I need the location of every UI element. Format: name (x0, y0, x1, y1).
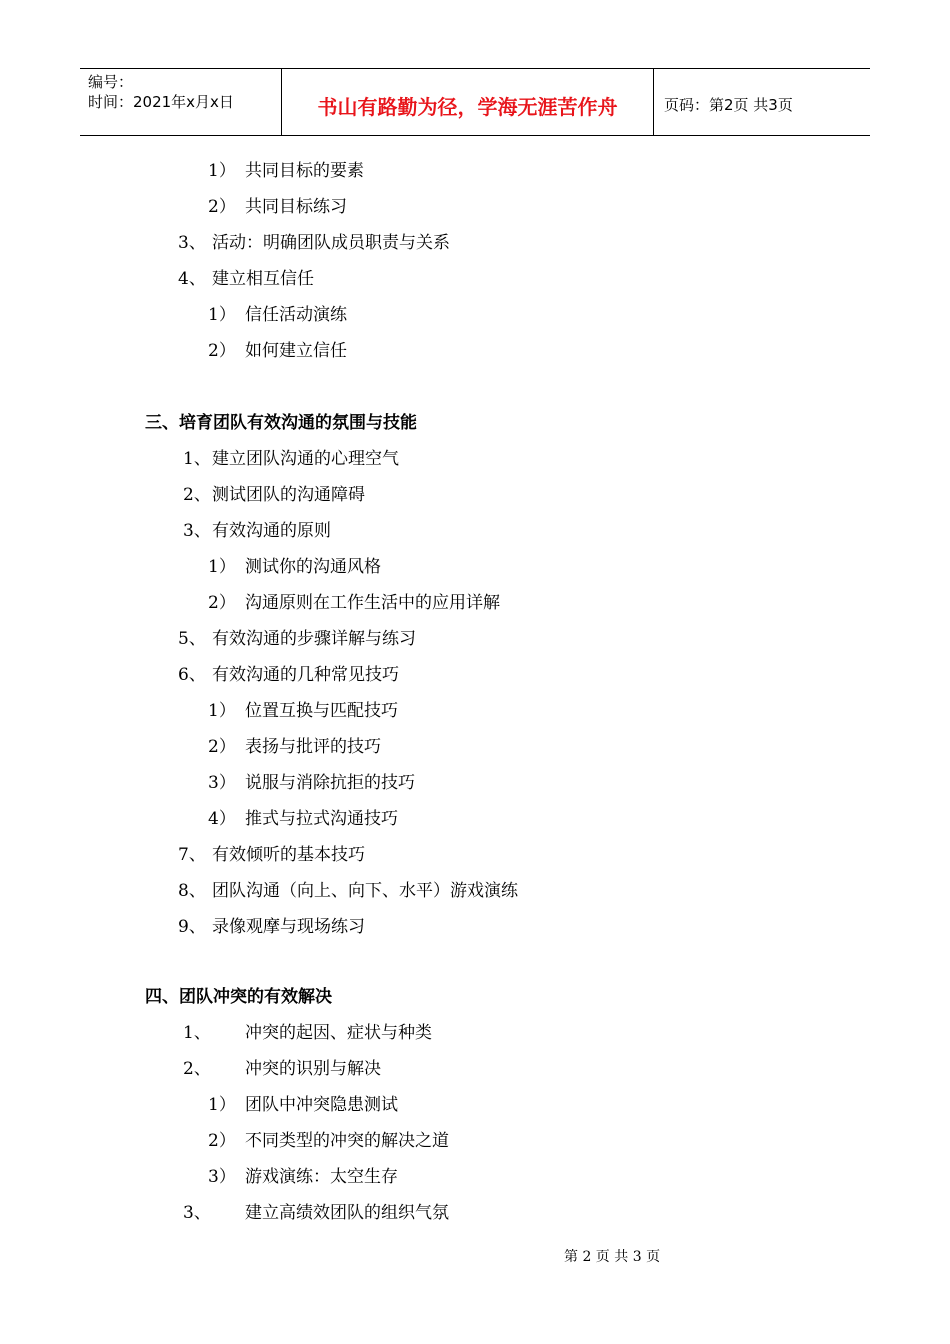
list-item: 3） 游戏演练：太空生存 (208, 1167, 398, 1187)
list-item: 7、 有效倾听的基本技巧 (178, 845, 365, 865)
list-item: 1） 信任活动演练 (208, 305, 347, 325)
list-item: 3、 活动：明确团队成员职责与关系 (178, 233, 450, 253)
list-item: 3、有效沟通的原则 (183, 521, 331, 541)
header-motto: 书山有路勤为径，学海无涯苦作舟 (317, 94, 618, 119)
list-item: 1、 冲突的起因、症状与种类 (183, 1023, 432, 1043)
list-item: 2） 表扬与批评的技巧 (208, 737, 381, 757)
list-item: 1） 测试你的沟通风格 (208, 557, 381, 577)
list-item: 9、 录像观摩与现场练习 (178, 917, 365, 937)
list-item: 2） 如何建立信任 (208, 341, 347, 361)
list-item: 4、 建立相互信任 (178, 269, 314, 289)
list-item: 2、 冲突的识别与解决 (183, 1059, 381, 1079)
list-item: 1） 共同目标的要素 (208, 161, 364, 181)
document-code-label: 编号： (88, 73, 134, 91)
list-item: 3、 建立高绩效团队的组织气氛 (183, 1203, 449, 1223)
header-page-cell (654, 69, 870, 135)
document-time-label: 时间：2021年x月x日 (88, 93, 234, 111)
header-page-info: 页码：第2页 共3页 (664, 95, 793, 114)
section-heading-3: 三、培育团队有效沟通的氛围与技能 (145, 413, 417, 433)
page-header (80, 68, 870, 136)
list-item: 6、 有效沟通的几种常见技巧 (178, 665, 399, 685)
list-item: 1、建立团队沟通的心理空气 (183, 449, 399, 469)
list-item: 5、 有效沟通的步骤详解与练习 (178, 629, 416, 649)
list-item: 2、测试团队的沟通障碍 (183, 485, 365, 505)
list-item: 4） 推式与拉式沟通技巧 (208, 809, 398, 829)
page-footer: 第 2 页 共 3 页 (564, 1249, 661, 1265)
list-item: 3） 说服与消除抗拒的技巧 (208, 773, 415, 793)
header-meta-cell (80, 69, 282, 135)
list-item: 2） 沟通原则在工作生活中的应用详解 (208, 593, 500, 613)
header-motto-cell (282, 69, 654, 135)
list-item: 1） 位置互换与匹配技巧 (208, 701, 398, 721)
list-item: 8、 团队沟通（向上、向下、水平）游戏演练 (178, 881, 518, 901)
list-item: 1） 团队中冲突隐患测试 (208, 1095, 398, 1115)
list-item: 2） 共同目标练习 (208, 197, 347, 217)
section-heading-4: 四、团队冲突的有效解决 (145, 987, 332, 1007)
list-item: 2） 不同类型的冲突的解决之道 (208, 1131, 449, 1151)
